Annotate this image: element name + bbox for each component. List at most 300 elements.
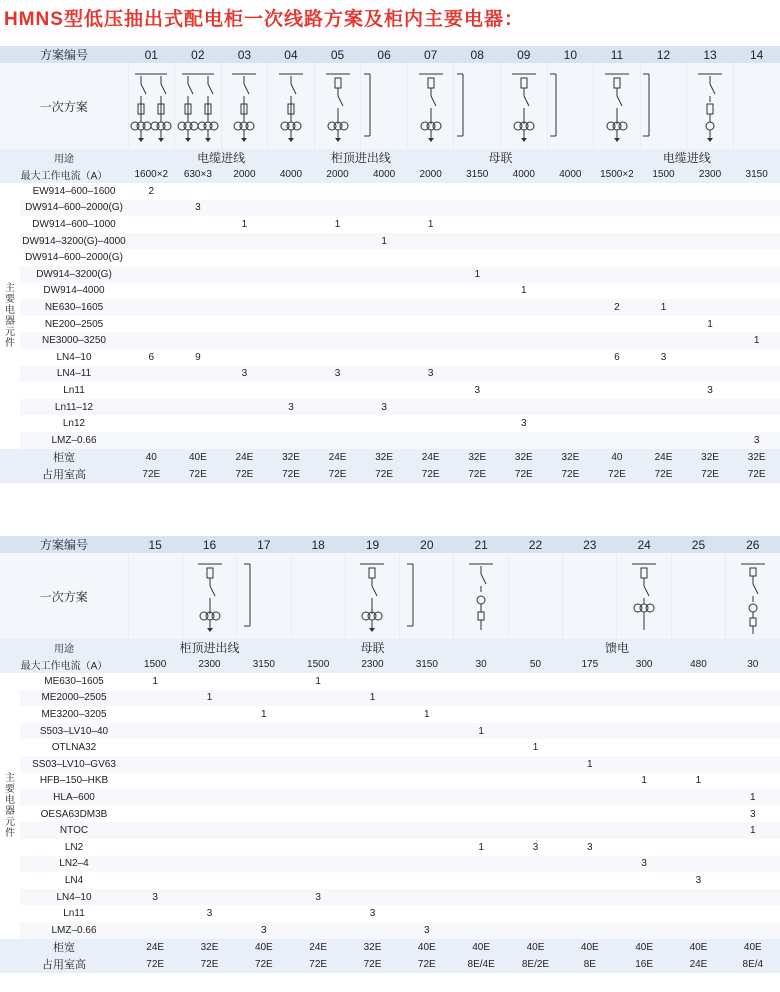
component-qty bbox=[501, 399, 548, 416]
component-qty bbox=[501, 382, 548, 399]
component-qty bbox=[671, 756, 725, 773]
width-value: 24E bbox=[221, 449, 268, 466]
width-value: 32E bbox=[361, 449, 408, 466]
component-qty bbox=[640, 233, 687, 250]
component-qty bbox=[221, 249, 268, 266]
component-qty bbox=[454, 690, 508, 707]
component-qty bbox=[563, 806, 617, 823]
enclosure-icon bbox=[454, 63, 501, 149]
blank-icon bbox=[563, 553, 617, 639]
component-qty bbox=[128, 283, 175, 300]
component-qty bbox=[175, 382, 222, 399]
component-qty bbox=[617, 806, 671, 823]
breaker-fuse-icon bbox=[221, 63, 268, 149]
component-qty bbox=[221, 183, 268, 200]
component-qty bbox=[501, 332, 548, 349]
component-qty bbox=[640, 432, 687, 449]
component-qty bbox=[407, 283, 454, 300]
component-qty bbox=[128, 773, 182, 790]
breaker-ct-icon bbox=[594, 63, 641, 149]
component-qty bbox=[594, 382, 641, 399]
component-qty bbox=[454, 872, 508, 889]
component-qty bbox=[407, 432, 454, 449]
component-qty bbox=[733, 183, 780, 200]
component-qty bbox=[314, 332, 361, 349]
component-qty bbox=[361, 216, 408, 233]
component-row bbox=[0, 349, 780, 366]
component-qty bbox=[128, 332, 175, 349]
component-qty bbox=[617, 922, 671, 939]
component-qty bbox=[182, 872, 236, 889]
component-row bbox=[0, 690, 780, 707]
component-qty bbox=[508, 789, 562, 806]
component-name: OTLNA32 bbox=[20, 739, 128, 756]
component-name: NE630–1605 bbox=[20, 299, 128, 316]
usage-label: 用途 bbox=[0, 149, 128, 166]
width-value: 40E bbox=[237, 939, 291, 956]
component-row bbox=[0, 299, 780, 316]
component-row bbox=[0, 756, 780, 773]
component-qty bbox=[345, 856, 399, 873]
component-qty: 1 bbox=[315, 675, 321, 687]
component-qty: 2 bbox=[148, 185, 155, 197]
component-qty bbox=[594, 316, 641, 333]
component-qty bbox=[268, 316, 315, 333]
component-name: HLA–600 bbox=[20, 789, 128, 806]
component-qty bbox=[221, 432, 268, 449]
component-qty bbox=[617, 822, 671, 839]
component-qty bbox=[454, 706, 508, 723]
height-value: 72E bbox=[361, 466, 408, 483]
component-qty bbox=[128, 399, 175, 416]
component-qty bbox=[547, 233, 594, 250]
component-qty: 1 bbox=[261, 708, 267, 720]
width-value: 40E bbox=[563, 939, 617, 956]
component-qty: 3 bbox=[314, 366, 361, 383]
height-value: 72E bbox=[237, 956, 291, 973]
component-qty bbox=[617, 839, 671, 856]
scheme-number: 08 bbox=[454, 46, 501, 63]
component-name: LMZ–0.66 bbox=[20, 432, 128, 449]
component-qty bbox=[237, 905, 291, 922]
component-qty bbox=[594, 283, 641, 300]
component-qty: 1 bbox=[241, 218, 248, 230]
usage-value: 电缆进线 bbox=[594, 149, 780, 166]
height-value: 72E bbox=[687, 466, 734, 483]
component-row bbox=[0, 872, 780, 889]
component-qty bbox=[314, 266, 361, 283]
component-qty bbox=[128, 822, 182, 839]
current-value: 2300 bbox=[687, 166, 734, 183]
component-qty bbox=[314, 249, 361, 266]
component-qty: 1 bbox=[695, 775, 702, 787]
component-row bbox=[0, 839, 780, 856]
component-qty bbox=[563, 905, 617, 922]
component-qty bbox=[175, 249, 222, 266]
width-value: 24E bbox=[640, 449, 687, 466]
component-qty bbox=[175, 233, 222, 250]
component-qty bbox=[400, 756, 454, 773]
component-qty bbox=[128, 872, 182, 889]
component-qty bbox=[454, 739, 508, 756]
component-qty: 1 bbox=[361, 233, 408, 250]
width-value: 40 bbox=[128, 449, 175, 466]
component-qty bbox=[268, 249, 315, 266]
component-qty bbox=[128, 723, 182, 740]
current-value: 300 bbox=[617, 656, 671, 673]
scheme-table-1 bbox=[0, 46, 780, 483]
component-qty bbox=[501, 266, 548, 283]
component-qty bbox=[314, 316, 361, 333]
component-qty bbox=[454, 922, 508, 939]
component-qty bbox=[407, 299, 454, 316]
component-row bbox=[0, 183, 780, 200]
component-qty bbox=[400, 856, 454, 873]
current-value: 2000 bbox=[221, 166, 268, 183]
component-qty bbox=[237, 723, 291, 740]
component-name: DW914–600–2000(G) bbox=[20, 249, 128, 266]
component-qty bbox=[291, 872, 345, 889]
component-qty bbox=[407, 332, 454, 349]
component-qty bbox=[128, 922, 182, 939]
component-qty bbox=[563, 723, 617, 740]
component-qty bbox=[314, 415, 361, 432]
component-row bbox=[0, 706, 780, 723]
component-name: LN4–10 bbox=[20, 349, 128, 366]
component-qty bbox=[345, 739, 399, 756]
component-qty bbox=[687, 432, 734, 449]
component-qty bbox=[268, 283, 315, 300]
component-qty bbox=[501, 200, 548, 217]
component-qty bbox=[547, 399, 594, 416]
component-qty bbox=[640, 382, 687, 399]
component-qty bbox=[291, 806, 345, 823]
component-qty bbox=[314, 432, 361, 449]
component-qty: 1 bbox=[532, 742, 539, 754]
component-qty: 2 bbox=[594, 299, 641, 316]
component-row bbox=[0, 822, 780, 839]
component-qty bbox=[726, 905, 780, 922]
component-qty bbox=[726, 673, 780, 690]
component-qty bbox=[361, 316, 408, 333]
current-value: 2000 bbox=[407, 166, 454, 183]
height-value: 72E bbox=[547, 466, 594, 483]
component-name: LMZ–0.66 bbox=[20, 922, 128, 939]
component-qty: 1 bbox=[478, 841, 484, 853]
component-qty bbox=[617, 756, 671, 773]
component-qty: 3 bbox=[291, 889, 345, 906]
component-qty bbox=[671, 806, 725, 823]
breaker-ct-icon bbox=[407, 63, 454, 149]
component-qty bbox=[407, 415, 454, 432]
component-qty bbox=[268, 382, 315, 399]
component-name: LN4–10 bbox=[20, 889, 128, 906]
component-qty bbox=[345, 822, 399, 839]
component-qty bbox=[291, 922, 345, 939]
component-qty bbox=[454, 773, 508, 790]
component-qty bbox=[594, 249, 641, 266]
component-qty bbox=[687, 332, 734, 349]
width-value: 32E bbox=[687, 449, 734, 466]
current-label: 最大工作电流（A） bbox=[0, 656, 128, 673]
component-qty bbox=[508, 806, 562, 823]
width-value: 24E bbox=[128, 939, 182, 956]
component-qty bbox=[221, 349, 268, 366]
current-value: 50 bbox=[508, 656, 562, 673]
component-qty bbox=[314, 382, 361, 399]
component-qty bbox=[237, 889, 291, 906]
component-qty bbox=[671, 822, 725, 839]
scheme-number: 02 bbox=[175, 46, 222, 63]
component-qty bbox=[687, 216, 734, 233]
component-qty bbox=[128, 266, 175, 283]
scheme-number: 20 bbox=[400, 536, 454, 553]
current-value: 3150 bbox=[454, 166, 501, 183]
width-value: 24E bbox=[407, 449, 454, 466]
width-value: 40E bbox=[726, 939, 780, 956]
current-value: 4000 bbox=[361, 166, 408, 183]
enclosure-icon bbox=[547, 63, 594, 149]
component-qty bbox=[733, 299, 780, 316]
component-qty bbox=[182, 822, 236, 839]
component-qty bbox=[268, 200, 315, 217]
dual-breaker-fuse-icon bbox=[128, 63, 175, 149]
component-qty bbox=[687, 266, 734, 283]
component-qty: 3 bbox=[521, 418, 527, 430]
usage-value: 馈电 bbox=[454, 639, 780, 656]
component-qty bbox=[640, 183, 687, 200]
component-qty bbox=[594, 266, 641, 283]
usage-value: 母联 bbox=[291, 639, 454, 656]
component-qty bbox=[361, 283, 408, 300]
component-qty bbox=[221, 332, 268, 349]
component-qty bbox=[128, 432, 175, 449]
component-qty bbox=[182, 673, 236, 690]
component-qty bbox=[671, 739, 725, 756]
component-qty bbox=[400, 872, 454, 889]
current-value: 30 bbox=[454, 656, 508, 673]
component-qty: 1 bbox=[641, 775, 647, 787]
component-qty bbox=[454, 200, 501, 217]
component-qty bbox=[640, 249, 687, 266]
component-qty bbox=[128, 299, 175, 316]
height-row bbox=[0, 956, 780, 973]
component-qty bbox=[547, 366, 594, 383]
width-value: 40E bbox=[454, 939, 508, 956]
feeder-meter-icon bbox=[454, 553, 508, 639]
component-qty bbox=[175, 283, 222, 300]
component-qty bbox=[733, 399, 780, 416]
width-row bbox=[0, 449, 780, 466]
component-name: NE3000–3250 bbox=[20, 332, 128, 349]
component-qty bbox=[726, 889, 780, 906]
component-qty bbox=[291, 756, 345, 773]
width-value: 40E bbox=[400, 939, 454, 956]
component-qty bbox=[237, 773, 291, 790]
scheme-number: 15 bbox=[128, 536, 182, 553]
component-row bbox=[0, 789, 780, 806]
height-value: 72E bbox=[640, 466, 687, 483]
usage-label: 用途 bbox=[0, 639, 128, 656]
component-qty bbox=[687, 399, 734, 416]
blank-icon bbox=[128, 553, 182, 639]
component-qty bbox=[454, 233, 501, 250]
component-qty: 1 bbox=[726, 789, 780, 806]
enclosure-icon bbox=[361, 63, 408, 149]
component-name: Ln11 bbox=[20, 905, 128, 922]
component-qty bbox=[128, 216, 175, 233]
component-qty bbox=[182, 922, 236, 939]
component-qty: 3 bbox=[369, 908, 376, 920]
component-qty bbox=[291, 773, 345, 790]
component-qty: 3 bbox=[206, 908, 213, 920]
diagram-row bbox=[0, 63, 780, 149]
component-qty bbox=[175, 183, 222, 200]
width-value: 40E bbox=[508, 939, 562, 956]
diagram-label: 一次方案 bbox=[0, 553, 128, 639]
component-qty bbox=[508, 856, 562, 873]
component-qty: 1 bbox=[334, 218, 341, 230]
component-name: LN2 bbox=[20, 839, 128, 856]
component-qty bbox=[594, 366, 641, 383]
component-qty bbox=[361, 432, 408, 449]
feeder-fuse-meter-icon bbox=[726, 553, 780, 639]
component-qty bbox=[361, 366, 408, 383]
component-qty: 1 bbox=[563, 756, 617, 773]
component-qty bbox=[407, 183, 454, 200]
usage-value: 柜顶进出线 bbox=[128, 639, 291, 656]
current-value: 1500 bbox=[291, 656, 345, 673]
component-name: LN4–11 bbox=[20, 366, 128, 383]
component-qty bbox=[733, 200, 780, 217]
components-side-text: 主要电器元件 bbox=[5, 772, 15, 839]
component-qty bbox=[291, 839, 345, 856]
height-value: 24E bbox=[671, 956, 725, 973]
component-qty bbox=[345, 922, 399, 939]
component-row bbox=[0, 856, 780, 873]
component-qty bbox=[594, 332, 641, 349]
blank-icon bbox=[508, 553, 562, 639]
scheme-number: 16 bbox=[182, 536, 236, 553]
diagram-label: 一次方案 bbox=[0, 63, 128, 149]
component-qty bbox=[726, 856, 780, 873]
breaker-fuse-icon bbox=[268, 63, 315, 149]
height-value: 16E bbox=[617, 956, 671, 973]
current-value: 1500×2 bbox=[594, 166, 641, 183]
component-qty bbox=[400, 889, 454, 906]
scheme-number: 22 bbox=[508, 536, 562, 553]
component-qty bbox=[407, 316, 454, 333]
component-qty bbox=[454, 415, 501, 432]
component-qty bbox=[640, 399, 687, 416]
component-qty bbox=[237, 806, 291, 823]
component-qty bbox=[563, 739, 617, 756]
height-value: 72E bbox=[291, 956, 345, 973]
current-value: 1600×2 bbox=[128, 166, 175, 183]
width-value: 24E bbox=[291, 939, 345, 956]
component-row bbox=[0, 889, 780, 906]
component-qty bbox=[407, 233, 454, 250]
scheme-number: 01 bbox=[128, 46, 175, 63]
component-qty bbox=[345, 723, 399, 740]
component-qty bbox=[291, 723, 345, 740]
component-name: NTOC bbox=[20, 822, 128, 839]
height-value: 72E bbox=[501, 466, 548, 483]
enclosure-icon bbox=[640, 63, 687, 149]
component-qty bbox=[454, 249, 501, 266]
scheme-number: 06 bbox=[361, 46, 408, 63]
component-qty: 6 bbox=[614, 351, 620, 363]
component-qty bbox=[128, 316, 175, 333]
component-qty bbox=[237, 822, 291, 839]
component-qty bbox=[617, 690, 671, 707]
component-qty: 1 bbox=[152, 675, 158, 687]
component-qty bbox=[671, 723, 725, 740]
height-value: 72E bbox=[182, 956, 236, 973]
component-row bbox=[0, 366, 780, 383]
component-qty bbox=[733, 316, 780, 333]
component-qty bbox=[594, 200, 641, 217]
component-qty bbox=[407, 399, 454, 416]
height-value: 72E bbox=[407, 466, 454, 483]
component-qty bbox=[128, 806, 182, 823]
component-qty bbox=[726, 723, 780, 740]
component-row bbox=[0, 905, 780, 922]
width-value: 24E bbox=[314, 449, 361, 466]
scheme-number: 21 bbox=[454, 536, 508, 553]
component-qty bbox=[182, 806, 236, 823]
height-value: 8E/4E bbox=[454, 956, 508, 973]
component-row bbox=[0, 382, 780, 399]
component-qty bbox=[508, 872, 562, 889]
component-qty bbox=[454, 283, 501, 300]
component-qty bbox=[454, 332, 501, 349]
width-label: 柜宽 bbox=[0, 449, 128, 466]
component-qty bbox=[687, 249, 734, 266]
component-qty bbox=[547, 332, 594, 349]
component-qty: 3 bbox=[175, 200, 222, 217]
component-qty bbox=[547, 415, 594, 432]
component-qty: 1 bbox=[345, 690, 399, 707]
component-qty bbox=[726, 839, 780, 856]
component-qty bbox=[726, 872, 780, 889]
component-qty bbox=[268, 415, 315, 432]
enclosure-icon bbox=[237, 553, 291, 639]
component-row bbox=[0, 200, 780, 217]
component-qty bbox=[345, 806, 399, 823]
component-qty: 3 bbox=[532, 841, 539, 853]
component-qty bbox=[547, 349, 594, 366]
width-value: 40 bbox=[594, 449, 641, 466]
component-qty bbox=[454, 316, 501, 333]
component-qty bbox=[617, 889, 671, 906]
usage-row bbox=[0, 639, 780, 656]
component-qty bbox=[733, 233, 780, 250]
current-value: 4000 bbox=[268, 166, 315, 183]
component-qty: 1 bbox=[182, 690, 236, 707]
component-qty bbox=[400, 739, 454, 756]
component-qty bbox=[268, 366, 315, 383]
enclosure-icon bbox=[400, 553, 454, 639]
component-row bbox=[0, 922, 780, 939]
component-qty bbox=[345, 789, 399, 806]
component-qty bbox=[640, 332, 687, 349]
height-value: 72E bbox=[175, 466, 222, 483]
component-qty bbox=[508, 773, 562, 790]
component-name: HFB–150–HKB bbox=[20, 773, 128, 790]
current-label: 最大工作电流（A） bbox=[0, 166, 128, 183]
component-name: DW914–3200(G) bbox=[20, 266, 128, 283]
